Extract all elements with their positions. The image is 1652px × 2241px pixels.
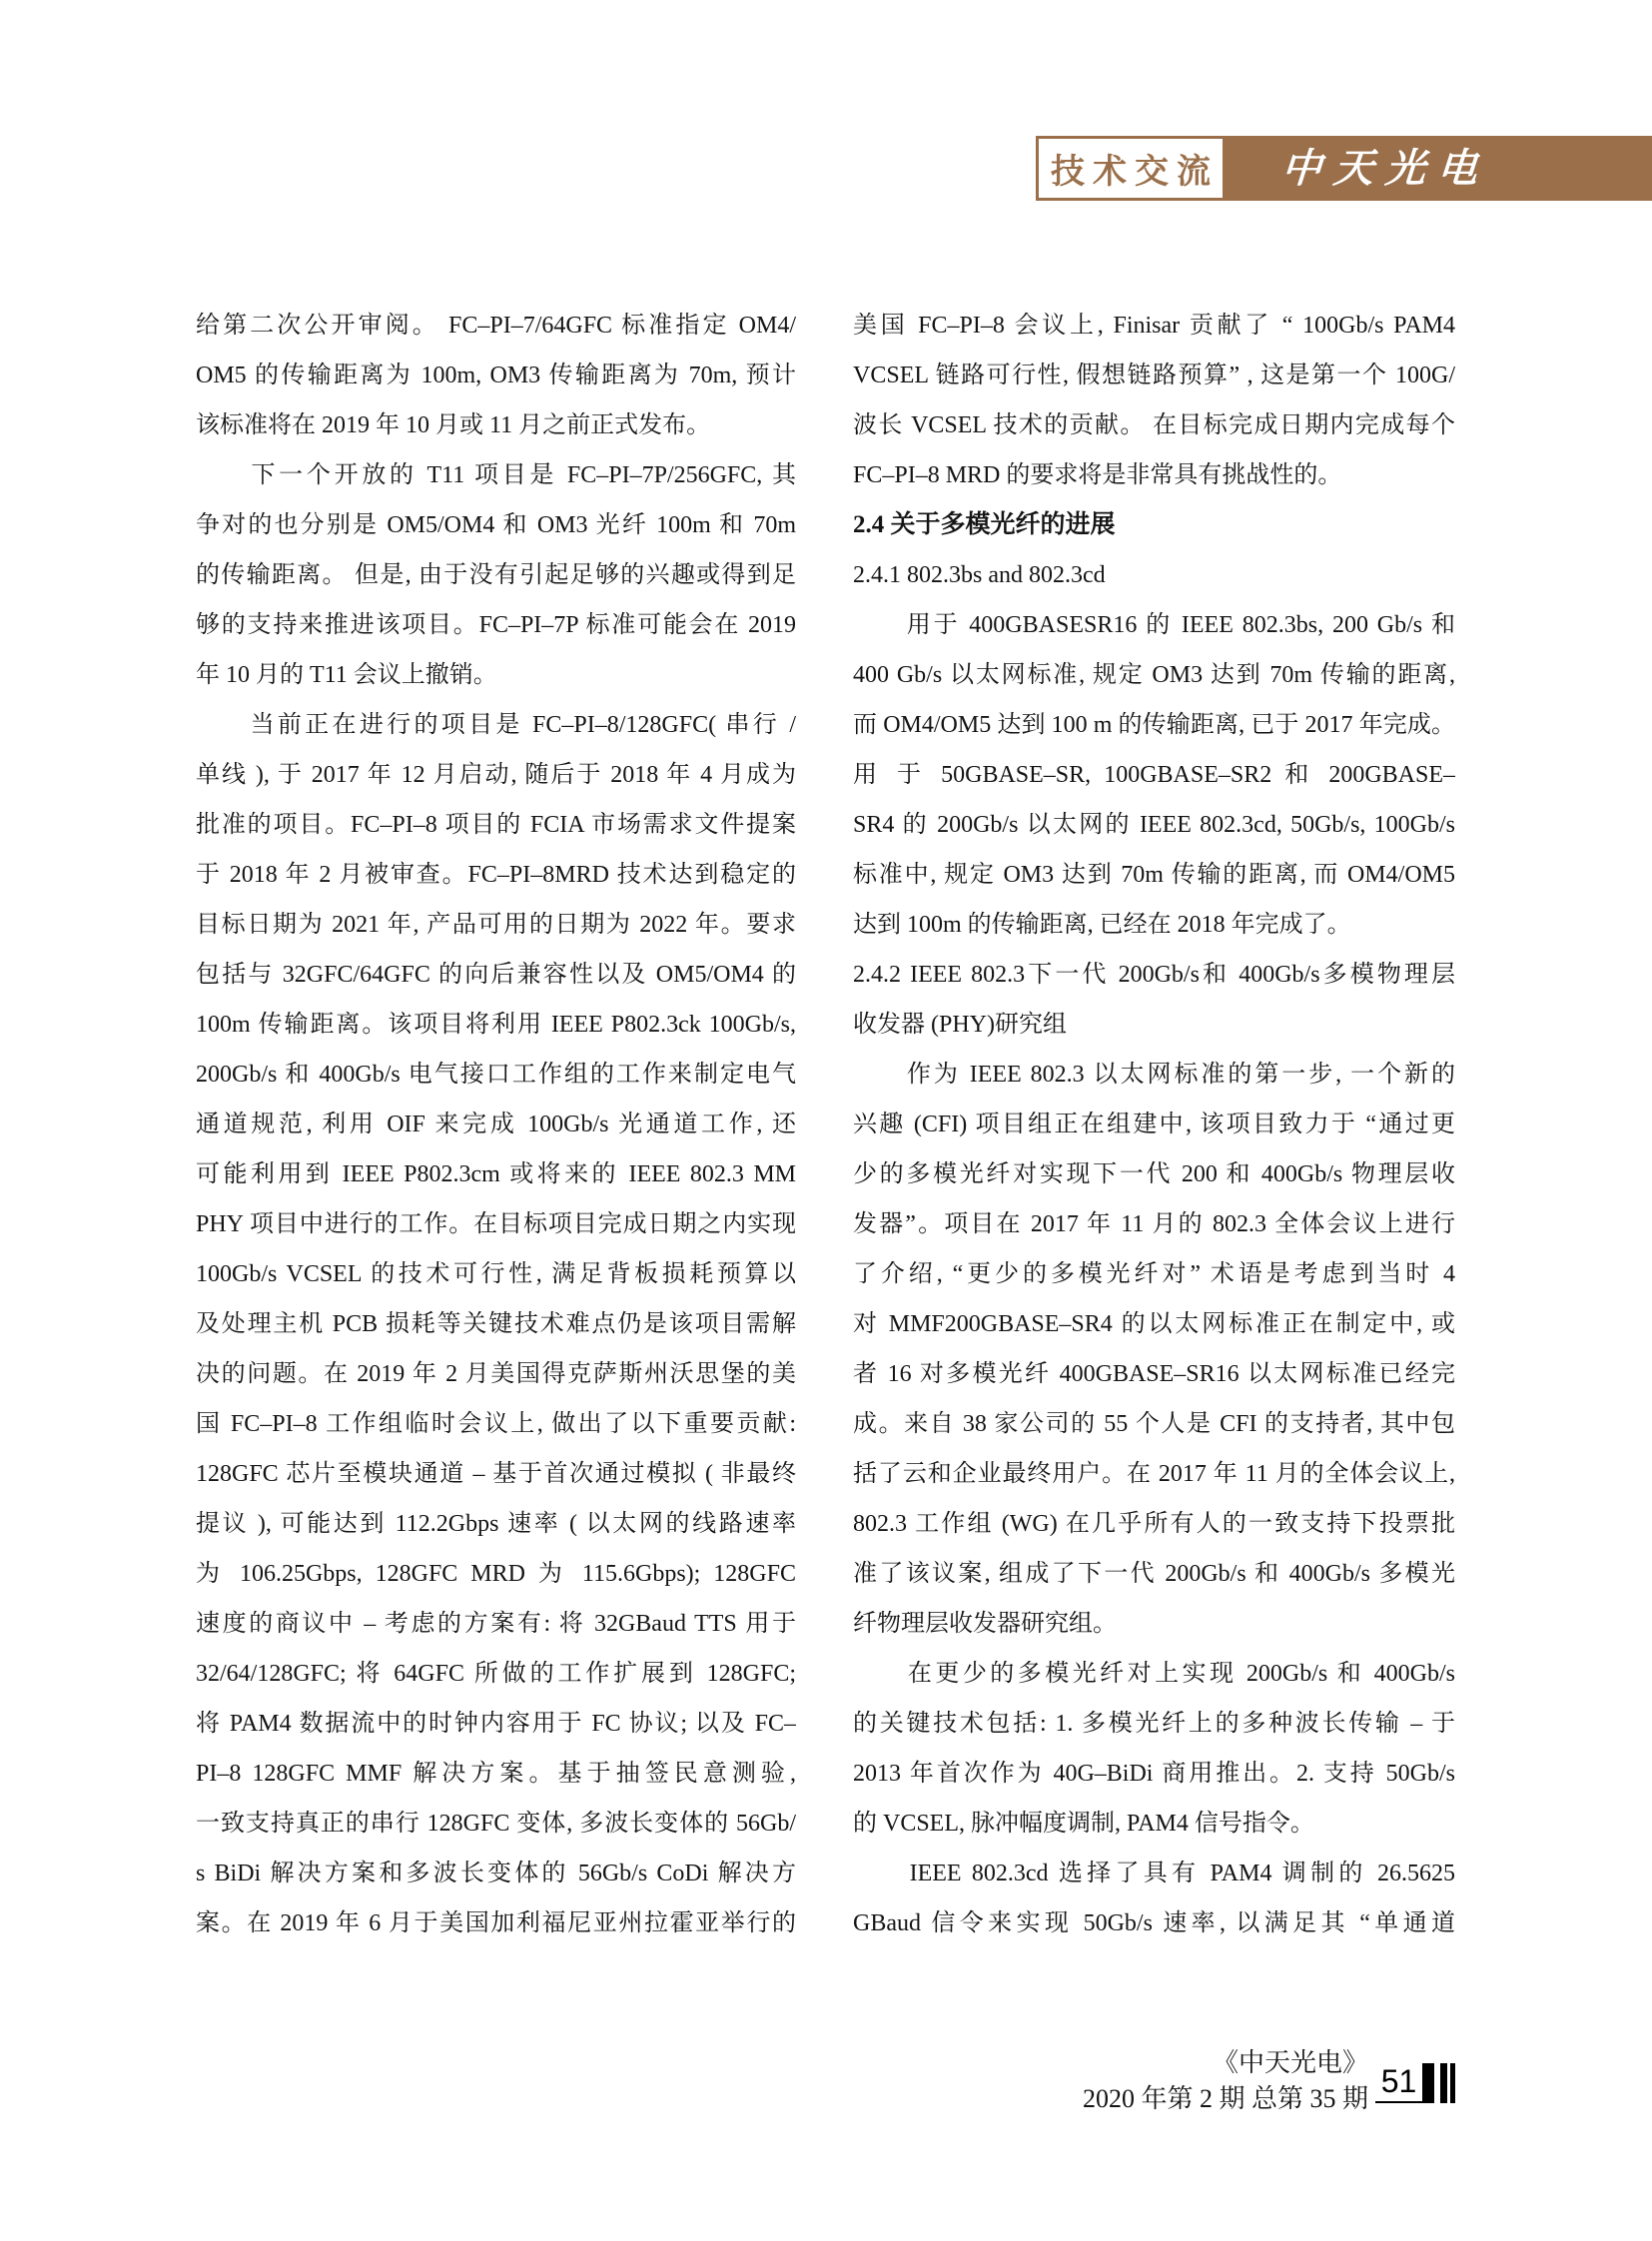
text-line: 2.4.1 802.3bs and 802.3cd: [853, 562, 1106, 588]
section-tag-label: 技术交流: [1051, 153, 1219, 191]
text-line: IEEE 802.3cd 选择了具有 PAM4 调制的 26.5625: [853, 1861, 1455, 1886]
text-line: 在更少的多模光纤对上实现 200Gb/s 和 400Gb/s: [853, 1661, 1455, 1687]
text-line: 2.4 关于多模光纤的进展: [853, 511, 1116, 538]
text-line: 够的支持来推进该项目。FC–PI–7P 标准可能会在 2019: [196, 612, 796, 638]
text-line: 通道规范, 利用 OIF 来完成 100Gb/s 光通道工作, 还: [196, 1112, 796, 1137]
text-line: 于 2018 年 2 月被审查。FC–PI–8MRD 技术达到稳定的: [196, 862, 796, 888]
text-line: 年 10 月的 T11 会议上撤销。: [196, 662, 497, 688]
text-line: 及处理主机 PCB 损耗等关键技术难点仍是该项目需解: [196, 1311, 796, 1337]
text-line: s BiDi 解决方案和多波长变体的 56Gb/s CoDi 解决方: [196, 1861, 796, 1886]
text-line: 一致支持真正的串行 128GFC 变体, 多波长变体的 56Gb/: [196, 1811, 796, 1837]
footer-issue-line: 2020 年第 2 期 总第 35 期: [1082, 2084, 1368, 2113]
text-line: 目标日期为 2021 年, 产品可用的日期为 2022 年。要求: [196, 912, 796, 938]
text-line: 2.4.2 IEEE 802.3下一代 200Gb/s和 400Gb/s多模物理层: [853, 962, 1455, 988]
footer-journal-info: [1083, 2045, 1368, 2117]
section-tag-box: [1036, 136, 1226, 201]
text-line: 将 PAM4 数据流中的时钟内容用于 FC 协议; 以及 FC–: [196, 1711, 796, 1737]
text-line: 少的多模光纤对实现下一代 200 和 400Gb/s 物理层收: [853, 1161, 1455, 1187]
text-line: 而 OM4/OM5 达到 100 m 的传输距离, 已于 2017 年完成。: [853, 712, 1455, 738]
text-line: 32/64/128GFC; 将 64GFC 所做的工作扩展到 128GFC;: [196, 1661, 796, 1687]
journal-logo: 中天光电: [1279, 144, 1491, 192]
bar-thin: [1450, 2063, 1455, 2103]
text-line: 给第二次公开审阅。 FC–PI–7/64GFC 标准指定 OM4/: [196, 313, 796, 339]
text-line: 作为 IEEE 802.3 以太网标准的第一步, 一个新的: [853, 1062, 1455, 1088]
text-line: FC–PI–8 MRD 的要求将是非常具有挑战性的。: [853, 462, 1342, 488]
text-line: 对 MMF200GBASE–SR4 的以太网标准正在制定中, 或: [853, 1311, 1455, 1337]
text-line: 2013 年首次作为 40G–BiDi 商用推出。2. 支持 50Gb/s: [853, 1761, 1455, 1787]
text-line: 批准的项目。FC–PI–8 项目的 FCIA 市场需求文件提案: [196, 812, 796, 838]
text-line: 用于 400GBASESR16 的 IEEE 802.3bs, 200 Gb/s 和: [853, 612, 1455, 638]
text-line: SR4 的 200Gb/s 以太网的 IEEE 802.3cd, 50Gb/s, 100Gb/s: [853, 812, 1455, 838]
text-line: 128GFC 芯片至模块通道 – 基于首次通过模拟 ( 非最终: [196, 1461, 796, 1487]
footer-journal-name: 《中天光电》: [1212, 2048, 1368, 2077]
text-line: 兴趣 (CFI) 项目组正在组建中, 该项目致力于 “通过更: [853, 1112, 1455, 1137]
header-brand-band: [1226, 136, 1652, 201]
text-line: 收发器 (PHY)研究组: [853, 1012, 1067, 1038]
text-line: 提议 ), 可能达到 112.2Gbps 速率 ( 以太网的线路速率: [196, 1511, 796, 1537]
text-line: 100Gb/s VCSEL 的技术可行性, 满足背板损耗预算以: [196, 1261, 796, 1287]
text-line: PI–8 128GFC MMF 解决方案。基于抽签民意测验,: [196, 1761, 796, 1787]
text-line: 案。在 2019 年 6 月于美国加利福尼亚州拉霍亚举行的: [196, 1910, 796, 1936]
text-line: 美国 FC–PI–8 会议上, Finisar 贡献了 “ 100Gb/s PAM4: [853, 313, 1455, 339]
text-line: 成。来自 38 家公司的 55 个人是 CFI 的支持者, 其中包: [853, 1411, 1455, 1437]
text-line: PHY 项目中进行的工作。在目标项目完成日期之内实现: [196, 1211, 796, 1237]
text-line: 单线 ), 于 2017 年 12 月启动, 随后于 2018 年 4 月成为: [196, 762, 796, 788]
text-line: 国 FC–PI–8 工作组临时会议上, 做出了以下重要贡献:: [196, 1411, 796, 1437]
right-column: [853, 301, 1455, 1948]
text-line: 速度的商议中 – 考虑的方案有: 将 32GBaud TTS 用于: [196, 1611, 796, 1637]
text-line: 了介绍, “更少的多模光纤对” 术语是考虑到当时 4: [853, 1261, 1455, 1287]
left-column: [196, 301, 796, 1948]
text-line: 可能利用到 IEEE P802.3cm 或将来的 IEEE 802.3 MM: [196, 1161, 796, 1187]
text-line: 达到 100m 的传输距离, 已经在 2018 年完成了。: [853, 912, 1351, 938]
text-line: 的关键技术包括: 1. 多模光纤上的多种波长传输 – 于: [853, 1711, 1455, 1737]
page-number: 51: [1375, 2061, 1422, 2103]
text-line: OM5 的传输距离为 100m, OM3 传输距离为 70m, 预计: [196, 363, 796, 388]
text-line: 当前正在进行的项目是 FC–PI–8/128GFC( 串行 /: [196, 712, 796, 738]
text-line: 标准中, 规定 OM3 达到 70m 传输的距离, 而 OM4/OM5: [853, 862, 1455, 888]
text-line: 波长 VCSEL 技术的贡献。 在目标完成日期内完成每个: [853, 412, 1455, 438]
bar-thick: [1422, 2063, 1434, 2103]
text-line: 下一个开放的 T11 项目是 FC–PI–7P/256GFC, 其: [196, 462, 796, 488]
text-line: 该标准将在 2019 年 10 月或 11 月之前正式发布。: [196, 412, 711, 438]
text-line: 包括与 32GFC/64GFC 的向后兼容性以及 OM5/OM4 的: [196, 962, 796, 988]
text-line: 200Gb/s 和 400Gb/s 电气接口工作组的工作来制定电气: [196, 1062, 796, 1088]
text-line: 802.3 工作组 (WG) 在几乎所有人的一致支持下投票批: [853, 1511, 1455, 1537]
text-line: 者 16 对多模光纤 400GBASE–SR16 以太网标准已经完: [853, 1361, 1455, 1387]
text-line: 的传输距离。 但是, 由于没有引起足够的兴趣或得到足: [196, 562, 796, 588]
text-line: 决的问题。在 2019 年 2 月美国得克萨斯州沃思堡的美: [196, 1361, 796, 1387]
text-line: 准了该议案, 组成了下一代 200Gb/s 和 400Gb/s 多模光: [853, 1561, 1455, 1587]
text-line: 为 106.25Gbps, 128GFC MRD 为 115.6Gbps); 128GFC: [196, 1561, 796, 1587]
bar-medium: [1440, 2063, 1447, 2103]
text-line: GBaud 信令来实现 50Gb/s 速率, 以满足其 “单通道: [853, 1910, 1455, 1936]
text-line: 发器”。项目在 2017 年 11 月的 802.3 全体会议上进行: [853, 1211, 1455, 1237]
text-line: 争对的也分别是 OM5/OM4 和 OM3 光纤 100m 和 70m: [196, 512, 796, 538]
text-line: VCSEL 链路可行性, 假想链路预算” , 这是第一个 100G/: [853, 363, 1455, 388]
text-line: 的 VCSEL, 脉冲幅度调制, PAM4 信号指令。: [853, 1811, 1314, 1837]
page-edge-bars: [1422, 2063, 1458, 2103]
text-line: 纤物理层收发器研究组。: [853, 1611, 1117, 1637]
text-line: 用 于 50GBASE–SR, 100GBASE–SR2 和 200GBASE–: [853, 762, 1455, 788]
text-line: 100m 传输距离。该项目将利用 IEEE P802.3ck 100Gb/s,: [196, 1012, 796, 1038]
text-line: 括了云和企业最终用户。在 2017 年 11 月的全体会议上,: [853, 1461, 1455, 1487]
text-line: 400 Gb/s 以太网标准, 规定 OM3 达到 70m 传输的距离,: [853, 662, 1455, 688]
